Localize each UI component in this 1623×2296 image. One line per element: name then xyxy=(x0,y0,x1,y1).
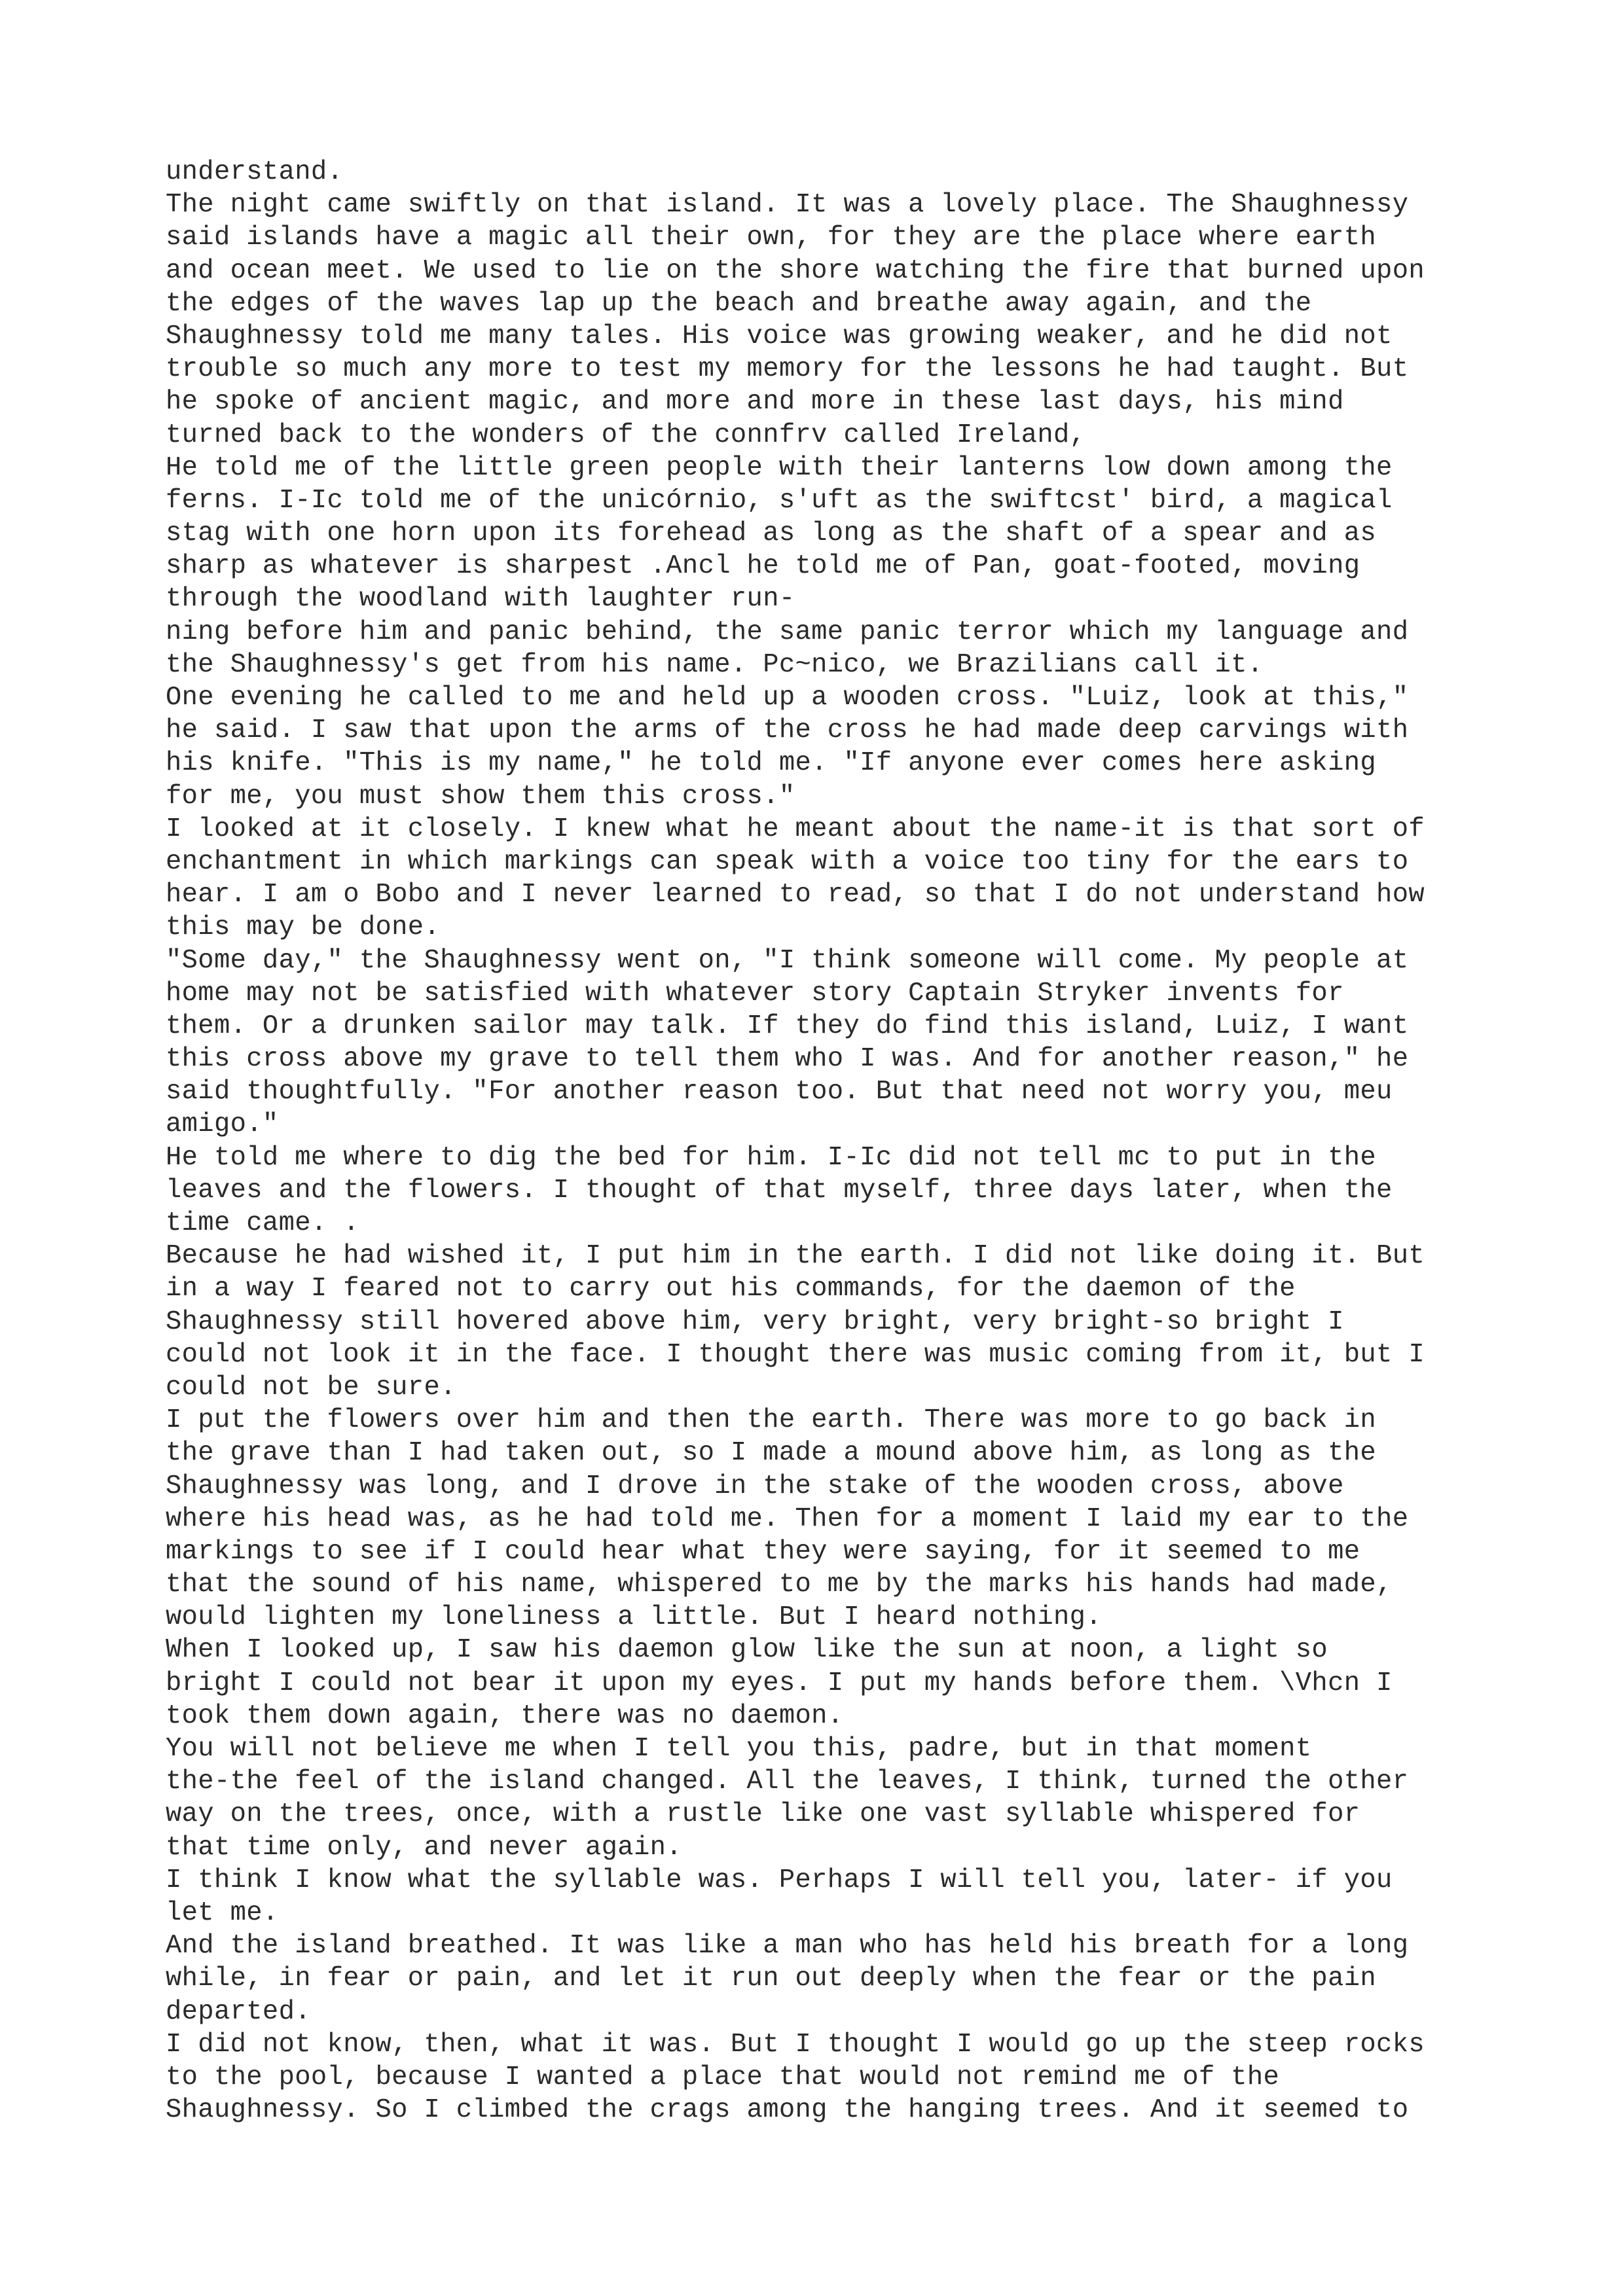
text-line: trouble so much any more to test my memory for the lessons he had taught. But xyxy=(166,354,1409,385)
text-line: markings to see if I could hear what they were saying, for it seemed to me xyxy=(166,1536,1360,1567)
text-line: departed. xyxy=(166,1996,311,2027)
text-line: The night came swiftly on that island. It was a lovely place. The Shaughnessy xyxy=(166,190,1409,221)
text-line: stag with one horn upon its forehead as long as the shaft of a spear and as xyxy=(166,518,1377,549)
text-line: ning before him and panic behind, the same panic terror which my language and xyxy=(166,617,1409,647)
text-line: that the sound of his name, whispered to me by the marks his hands had made, xyxy=(166,1570,1393,1600)
text-line: Shaughnessy. So I climbed the crags among the hanging trees. And it seemed to xyxy=(166,2095,1409,2126)
document-page xyxy=(166,156,1508,2126)
text-line: in a way I feared not to carry out his commands, for the daemon of the xyxy=(166,1274,1296,1304)
text-line: he said. I saw that upon the arms of the cross he had made deep carvings with xyxy=(166,715,1409,746)
text-line: through the woodland with laughter run- xyxy=(166,584,795,615)
text-line: home may not be satisfied with whatever story Captain Stryker invents for xyxy=(166,978,1344,1009)
text-line: them. Or a drunken sailor may talk. If they do find this island, Luiz, I want xyxy=(166,1011,1409,1041)
text-line: the-the feel of the island changed. All the leaves, I think, turned the other xyxy=(166,1767,1409,1797)
text-line: When I looked up, I saw his daemon glow like the sun at noon, a light so xyxy=(166,1635,1328,1666)
text-line: You will not believe me when I tell you this, padre, but in that moment xyxy=(166,1734,1312,1764)
text-line: the grave than I had taken out, so I made a mound above him, as long as the xyxy=(166,1438,1377,1469)
text-line: said islands have a magic all their own, for they are the place where earth xyxy=(166,223,1377,253)
text-line: sharp as whatever is sharpest .Ancl he told me of Pan, goat-footed, moving xyxy=(166,551,1360,582)
text-line: that time only, and never again. xyxy=(166,1832,682,1863)
text-line: this may be done. xyxy=(166,912,441,943)
text-line: ferns. I-Ic told me of the unicórnio, s'uft as the swiftcst' bird, a magical xyxy=(166,485,1393,516)
text-line: amigo." xyxy=(166,1109,279,1140)
text-line: understand. xyxy=(166,157,344,187)
text-line: And the island breathed. It was like a man who has held his breath for a long xyxy=(166,1931,1409,1962)
text-line: I looked at it closely. I knew what he meant about the name-it is that sort of xyxy=(166,814,1425,844)
text-line: this cross above my grave to tell them who I was. And for another reason," he xyxy=(166,1044,1409,1075)
text-line: I put the flowers over him and then the earth. There was more to go back in xyxy=(166,1405,1377,1436)
text-line: could not be sure. xyxy=(166,1372,456,1403)
text-line: took them down again, there was no daemon. xyxy=(166,1700,844,1731)
text-line: where his head was, as he had told me. Then for a moment I laid my ear to the xyxy=(166,1503,1409,1534)
text-line: "Some day," the Shaughnessy went on, "I think someone will come. My people at xyxy=(166,945,1409,976)
text-line: I think I know what the syllable was. Perhaps I will tell you, later- if you xyxy=(166,1865,1393,1895)
text-line: and ocean meet. We used to lie on the shore watching the fire that burned upon xyxy=(166,255,1425,286)
text-line: could not look it in the face. I thought there was music coming from it, but I xyxy=(166,1339,1425,1370)
text-line: He told me of the little green people with their lanterns low down among the xyxy=(166,452,1393,483)
text-line: the edges of the waves lap up the beach and breathe away again, and the xyxy=(166,288,1312,319)
text-line: bright I could not bear it upon my eyes. I put my hands before them. \Vhcn I xyxy=(166,1668,1393,1698)
text-line: would lighten my loneliness a little. But I heard nothing. xyxy=(166,1602,1102,1633)
text-line: the Shaughnessy's get from his name. Pc~nico, we Brazilians call it. xyxy=(166,649,1264,680)
text-line: his knife. "This is my name," he told me. "If anyone ever comes here asking xyxy=(166,748,1377,779)
text-line: for me, you must show them this cross." xyxy=(166,781,795,812)
text-line: Shaughnessy was long, and I drove in the stake of the wooden cross, above xyxy=(166,1471,1344,1501)
text-line: Because he had wished it, I put him in the earth. I did not like doing it. But xyxy=(166,1241,1425,1272)
text-line: Shaughnessy told me many tales. His voice was growing weaker, and he did not xyxy=(166,321,1393,351)
text-line: to the pool, because I wanted a place that would not remind me of the xyxy=(166,2062,1280,2092)
text-line: leaves and the flowers. I thought of that myself, three days later, when the xyxy=(166,1175,1393,1206)
text-line: He told me where to dig the bed for him. I-Ic did not tell mc to put in the xyxy=(166,1142,1377,1173)
text-line: he spoke of ancient magic, and more and more in these last days, his mind xyxy=(166,387,1344,418)
text-line: Shaughnessy still hovered above him, very bright, very bright-so bright I xyxy=(166,1306,1344,1337)
text-line: while, in fear or pain, and let it run out deeply when the fear or the pain xyxy=(166,1964,1377,1994)
text-line: let me. xyxy=(166,1897,279,1928)
text-line: time came. . xyxy=(166,1208,359,1238)
text-line: hear. I am o Bobo and I never learned to read, so that I do not understand how xyxy=(166,880,1425,910)
text-line: said thoughtfully. "For another reason too. But that need not worry you, meu xyxy=(166,1077,1393,1107)
text-line: One evening he called to me and held up a wooden cross. "Luiz, look at this," xyxy=(166,683,1409,713)
text-line: way on the trees, once, with a rustle like one vast syllable whispered for xyxy=(166,1799,1360,1830)
text-line: I did not know, then, what it was. But I thought I would go up the steep rocks xyxy=(166,2029,1425,2060)
text-line: enchantment in which markings can speak with a voice too tiny for the ears to xyxy=(166,846,1409,877)
text-line: turned back to the wonders of the connfrv called Ireland, xyxy=(166,420,1086,450)
